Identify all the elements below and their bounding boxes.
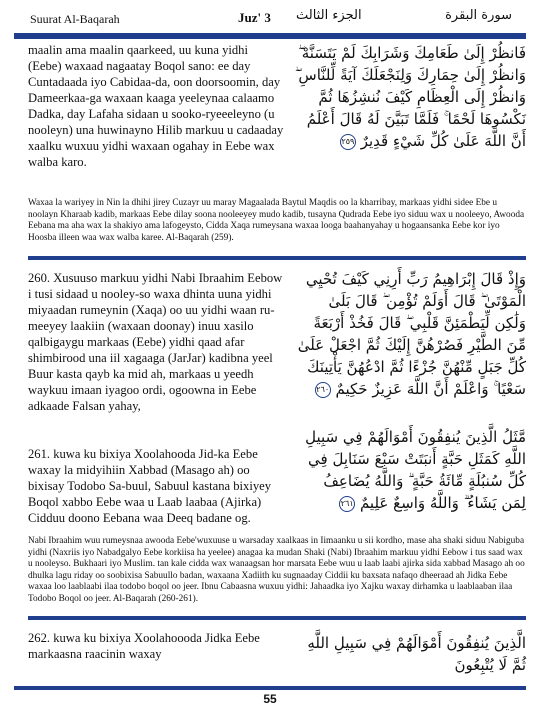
page-number: 55: [263, 692, 277, 706]
juz-arabic: الجزء الثالث: [296, 8, 362, 23]
verse-262-arabic: الَّذِينَ يُنفِقُونَ أَمْوَالَهُمْ فِي سَبِيلِ اللَّهِ ثُمَّ لَا يُتْبِعُونَ: [307, 634, 526, 674]
verse-261-arabic: [294, 426, 526, 514]
arabic-text: فَانظُرْ إِلَىٰ طَعَامِكَ وَشَرَابِكَ لَمْ يَتَسَنَّهْ ۖ وَانظُرْ إِلَىٰ حِمَارِكَ وَلِنَجْعَلَكَ آيَةً لِّلنَّاسِ ۖ وَانظُرْ إِلَى الْعِظَامِ كَيْفَ نُنشِزُهَا ثُمَّ نَكْسُوهَا لَحْمًا ۚ فَلَمَّا تَبَيَّنَ لَهُ قَالَ أَعْلَمُ أَنَّ اللَّهَ عَلَىٰ كُلِّ شَيْءٍ قَدِيرٌ: [294, 44, 526, 150]
ayah-number-259: ٢٥٩: [340, 134, 356, 150]
verse-259-arabic: [294, 42, 526, 152]
page-header: [14, 6, 526, 32]
footer-rule: [14, 686, 526, 690]
section-rule: [28, 616, 526, 620]
verse-262-translation: 262. kuwa ku bixiya Xoolahoooda Jidka Eebe markaasna raacinin waxay: [28, 631, 260, 661]
ayah-number-260: ٢٦٠: [315, 382, 331, 398]
verse-260-arabic: [294, 268, 526, 400]
commentary-259: Waxaa la wariyey in Nin la dhihi jirey Cuzayr uu maray Magaalada Baytul Maqdis oo la kharribay, markaas yidhi sidee Ebe u noolayn Kharaab kadib, markaas Eebe dilay soona nooleeyey mudo kadib, tusayna Qudrada Eebe iyo siduu wax u nooleeyo, Awooda Eebana ma aha wax la shakiyo ama lafogeysto, Cidda Xaqa rumeysana waxaa looga baahanyahay u hogaansanka Eebe kor iyo Hoosba illeen waa wax walba karee. Al-Baqarah (259).: [28, 198, 525, 243]
verse-260-translation: 260. Xusuuso markuu yidhi Nabi Ibraahim Eebow i tusi sidaad u nooley-so waxa dhinta uuna yidhi miyaadan rumeynin (Xaqa) oo uu yidhi waan ru-meeyey laakiin (waxaan doonay) inuu xasilo qalbigaygu markaas (Eebe) yidhi qaad afar shimbirood una iil xagaaga (JarJar) kadibna yeel Buur kasta qayb ka mid ah, markaas u yeedh waykuu imaan iyagoo ordi, ogoowna in Eebe adkaade Falsan yahay,: [28, 271, 283, 413]
arabic-text: مَّثَلُ الَّذِينَ يُنفِقُونَ أَمْوَالَهُمْ فِي سَبِيلِ اللَّهِ كَمَثَلِ حَبَّةٍ أَنبَتَتْ سَبْعَ سَنَابِلَ فِي كُلِّ سُنبُلَةٍ مِّائَةُ حَبَّةٍ ۗ وَاللَّهُ يُضَاعِفُ لِمَن يَشَاءُ ۗ وَاللَّهُ وَاسِعٌ عَلِيمٌ: [305, 428, 526, 512]
arabic-text: وَإِذْ قَالَ إِبْرَاهِيمُ رَبِّ أَرِنِي كَيْفَ تُحْيِي الْمَوْتَىٰ ۖ قَالَ أَوَلَمْ تُؤْمِن ۖ قَالَ بَلَىٰ وَلَٰكِن لِّيَطْمَئِنَّ قَلْبِي ۖ قَالَ فَخُذْ أَرْبَعَةً مِّنَ الطَّيْرِ فَصُرْهُنَّ إِلَيْكَ ثُمَّ اجْعَلْ عَلَىٰ كُلِّ جَبَلٍ مِّنْهُنَّ جُزْءًا ثُمَّ ادْعُهُنَّ يَأْتِينَكَ سَعْيًا ۚ وَاعْلَمْ أَنَّ اللَّهَ عَزِيزٌ حَكِيمٌ: [297, 270, 526, 398]
verse-261-translation: 261. kuwa ku bixiya Xoolahooda Jid-ka Eebe waxay la midyihiin Xabbad (Masago ah) oo bixisay Todobo Sa-buul, Sabuul kastana bixiyey Boqol xabbo Eebe waa u Laab laabaa (Ajirka) Cidduu doono Eebana waa Deeq badane og.: [28, 447, 272, 525]
section-rule: [28, 256, 526, 260]
commentary-260-261: Nabi Ibraahim wuu rumeysnaa awooda Eebe'wuxuuse u warsaday xaalkaas in Iimaanku u sii kordho, mase aha shaki siduu Nabiguba yidhi (Naxriis iyo Nabadgalyo Eebe korkiisa ha yeelee) anagaa ka mudan Shaki (Nabi) Ibraahim markuu yidhi Eebow i tus saad wax u nooleyso. Bukhaari iyo Muslim. tan kale cidda wax wanaagsan hor marsata Eebe wuu u laab laabi ajirka sida xabbad Masago ah oo dhulka lagu riday oo soobixisa Sabuullo badan, waxaana Xadiith ku sugnaaday Ciddii ku baxsata nafaqo dheeraad ah Jidka Eebe waxaa loo laablaabi ilaa todobo boqol oo jeer. Ibnu Cabaasna wuxuu yidhi: Jahaadka iyo Xajku waxay dirhamka u laablaaban ilaa Todobo Boqol oo jeer. Al-Baqarah (260-261).: [28, 536, 525, 604]
verse-259-translation: maalin ama maalin qaarkeed, uu kuna yidhi (Eebe) waxaad nagaatay Boqol sano: ee day Cuntadaada iyo Cabidaa-da, oon doorsoomin, day Dameerkaa-ga waxaan kaaga yeeleynaa calaamo Dadka, day Lafaha sidaan u sooko-ryeeeleyno (u nooleyn) una huwinayno Hilib markuu u cadaaday xaalku wuxuu yidhi waxaan ogahay in Eebe wax walba karo.: [28, 43, 284, 169]
ayah-number-261: ٢٦١: [339, 496, 355, 512]
header-rule: [14, 33, 526, 39]
surah-arabic: سورة البقرة: [445, 8, 512, 23]
juz-label: Juz' 3: [238, 10, 271, 25]
surah-title: Suurat Al-Baqarah: [30, 12, 120, 26]
